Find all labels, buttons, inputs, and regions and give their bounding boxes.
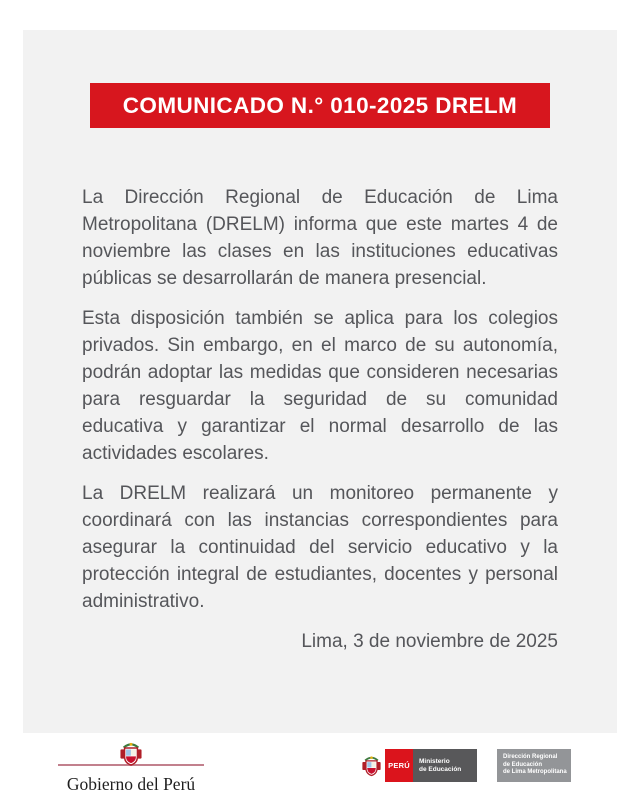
comunicado-card	[23, 30, 617, 733]
peru-block-label: PERÚ	[388, 761, 410, 770]
peru-block	[385, 749, 413, 782]
gobierno-del-peru-logo	[52, 741, 210, 795]
ministry-line-1: Ministerio	[419, 757, 450, 765]
paragraph-2: Esta disposición también se aplica para los colegios privados. Sin embargo, en el marco de su autonomía, podrán adoptar las medidas que consideren necesarias para resguardar la seguridad de su comunidad educativa y garantizar el normal desarrollo de las actividades escolares.	[82, 308, 558, 464]
ministry-block	[413, 749, 477, 782]
comunicado-body	[82, 184, 558, 655]
ministry-line-2: de Educación	[419, 765, 462, 773]
paragraph-3: La DRELM realizará un monitoreo permanente y coordinará con las instancias correspondientes para asegurar la continuidad del servicio educativo y la protección integral de estudiantes, docentes y personal administrativo.	[82, 483, 558, 612]
direction-line-2: de Educación	[503, 761, 543, 768]
gobierno-del-peru-label: Gobierno del Perú	[66, 774, 196, 794]
paragraph-1: La Dirección Regional de Educación de Lima Metropolitana (DRELM) informa que este martes 4 de noviembre las clases en las instituciones educativas públicas se desarrollarán de manera presencial.	[82, 187, 558, 289]
peru-coat-of-arms-icon	[120, 741, 142, 772]
logo-gap	[477, 749, 497, 782]
dateline: Lima, 3 de noviembre de 2025	[301, 631, 558, 652]
title-banner	[90, 83, 550, 128]
direction-line-1: Dirección Regional	[503, 754, 558, 761]
direction-line-3: de Lima Metropolitana	[503, 769, 567, 776]
peru-coat-of-arms-icon	[362, 754, 381, 778]
banner-title: COMUNICADO N.° 010-2025 DRELM	[122, 92, 518, 118]
minedu-logo	[362, 749, 571, 782]
direction-block	[497, 749, 571, 782]
